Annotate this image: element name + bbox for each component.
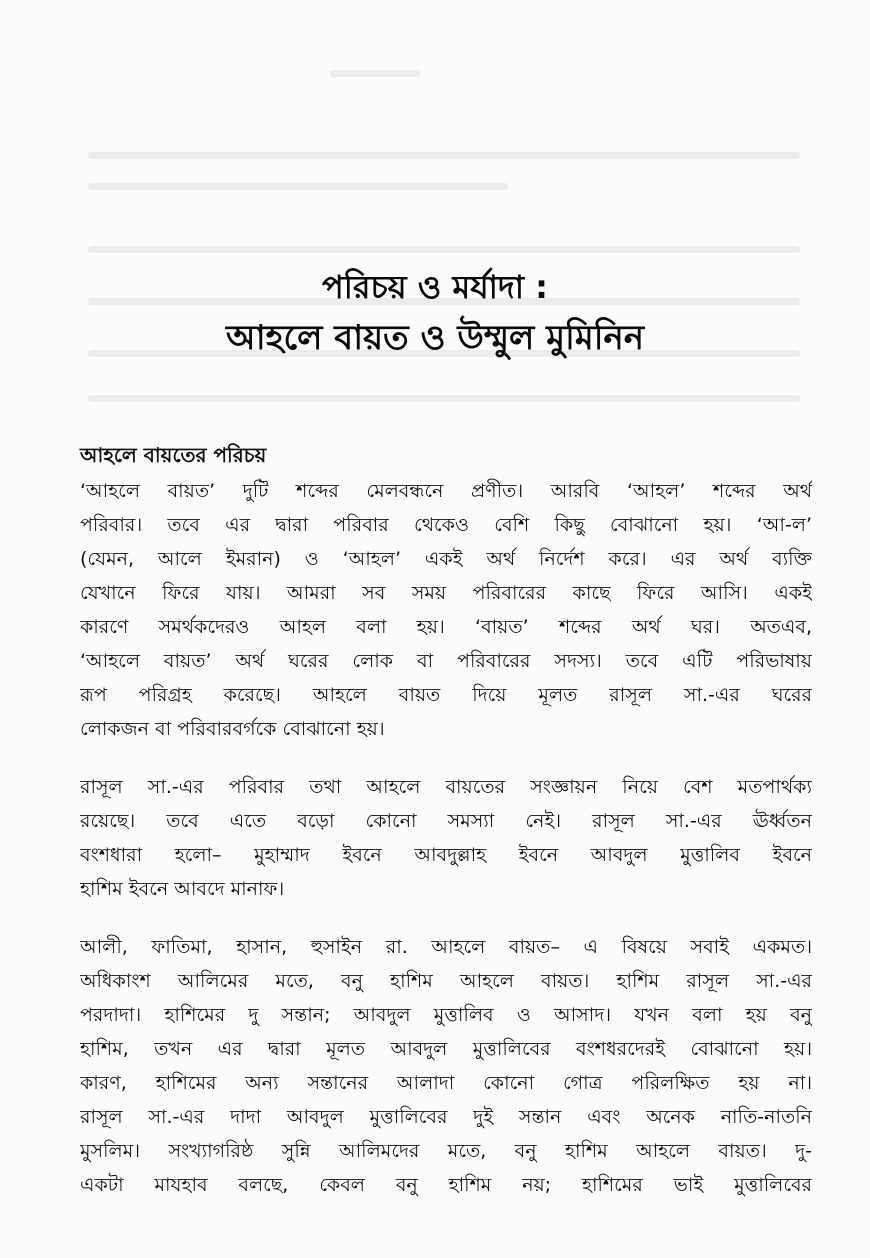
text-line: পরদাদা। হাশিমের দু সন্তান; আবদুল মুত্তালিব ও আসাদ। যখন বলা হয় বনু [80, 1004, 812, 1026]
section-heading: আহলে বায়তের পরিচয় [80, 443, 267, 467]
text-line: মুসলিম। সংখ্যাগরিষ্ঠ সুন্নি আলিমদের মতে, বনু হাশিম আহলে বায়ত। দু- [80, 1140, 812, 1162]
text-line: হাশিম, তখন এর দ্বারা মূলত আবদুল মুত্তালিবের বংশধরদেরই বোঝানো হয়। [80, 1038, 812, 1060]
paragraph [80, 474, 812, 746]
text-line: রয়েছে। তবে এতে বড়ো কোনো সমস্যা নেই। রাসূল সা.-এর ঊর্ধ্বতন [80, 810, 812, 832]
text-line: পরিবার। তবে এর দ্বারা পরিবার থেকেও বেশি কিছু বোঝানো হয়। ‘আ-ল’ [80, 514, 812, 536]
text-line: কারণ, হাশিমের অন্য সন্তানের আলাদা কোনো গোত্র পরিলক্ষিত হয় না। [80, 1072, 812, 1094]
paragraph-spacer [80, 906, 812, 930]
text-line: (যেমন, আলে ইমরান) ও ‘আহল’ একই অর্থ নির্দেশ করে। এর অর্থ ব্যক্তি [80, 548, 812, 570]
text-line: ‘আহলে বায়ত’ দুটি শব্দের মেলবন্ধনে প্রণীত। আরবি ‘আহল’ শব্দের অর্থ [80, 480, 812, 502]
text-line: হাশিম ইবনে আবদে মানাফ। [80, 878, 285, 900]
bleed-through-mark [88, 395, 800, 402]
text-line: আলী, ফাতিমা, হাসান, হুসাইন রা. আহলে বায়ত– এ বিষয়ে সবাই একমত। [80, 936, 812, 958]
text-line: যেখানে ফিরে যায়। আমরা সব সময় পরিবারের কাছে ফিরে আসি। একই [80, 582, 812, 604]
text-line: রাসূল সা.-এর পরিবার তথা আহলে বায়তের সংজ্ঞায়ন নিয়ে বেশ মতপার্থক্য [80, 776, 812, 798]
text-line: লোকজন বা পরিবারবর্গকে বোঝানো হয়। [80, 718, 385, 740]
bleed-through-mark [330, 70, 420, 77]
paragraph-spacer [80, 746, 812, 770]
text-line: ‘আহলে বায়ত’ অর্থ ঘরের লোক বা পরিবারের সদস্য। তবে এটি পরিভাষায় [80, 650, 812, 672]
bleed-through-mark [88, 183, 508, 190]
text-line: একটা মাযহাব বলছে, কেবল বনু হাশিম নয়; হাশিমের ভাই মুত্তালিবের [80, 1174, 812, 1196]
paragraph [80, 930, 812, 1202]
text-line: অধিকাংশ আলিমের মতে, বনু হাশিম আহলে বায়ত। হাশিম রাসূল সা.-এর [80, 970, 812, 992]
chapter-body [80, 440, 812, 1202]
chapter-subtitle: আহলে বায়ত ও উম্মুল মুমিনিন [225, 318, 645, 358]
bleed-through-mark [88, 246, 800, 253]
text-line: কারণে সমর্থকদেরও আহল বলা হয়। ‘বায়ত’ শব্দের অর্থ ঘর। অতএব, [80, 616, 812, 638]
text-line: রূপ পরিগ্রহ করেছে। আহলে বায়ত দিয়ে মূলত রাসূল সা.-এর ঘরের [80, 684, 812, 706]
chapter-title: পরিচয় ও মর্যাদা : [322, 268, 548, 306]
paragraph [80, 770, 812, 906]
text-line: বংশধারা হলো– মুহাম্মাদ ইবনে আবদুল্লাহ ইবনে আবদুল মুত্তালিব ইবনে [80, 844, 812, 866]
bleed-through-mark [88, 152, 800, 159]
text-line: রাসূল সা.-এর দাদা আবদুল মুত্তালিবের দুই সন্তান এবং অনেক নাতি-নাতনি [80, 1106, 812, 1128]
